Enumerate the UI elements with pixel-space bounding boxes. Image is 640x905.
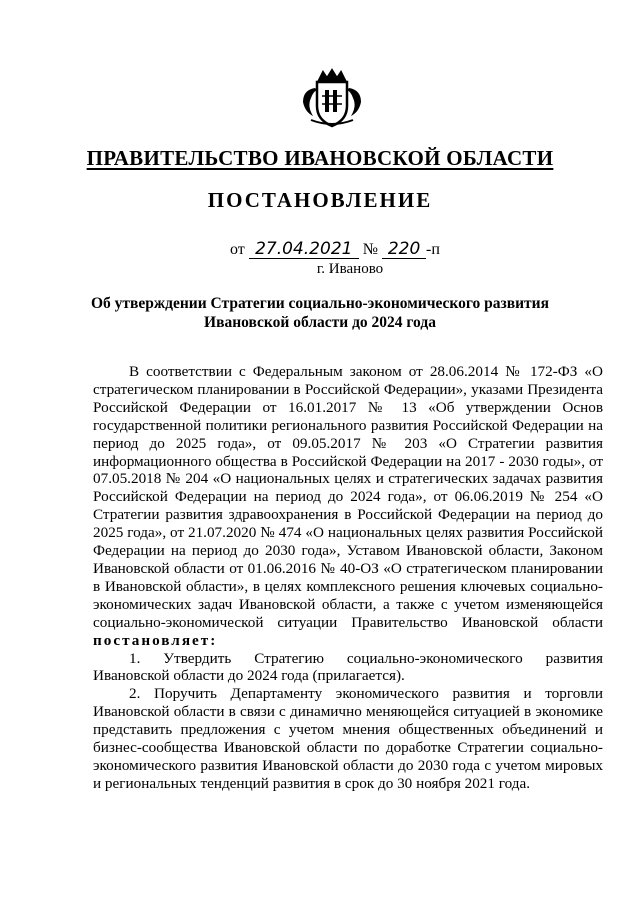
document-subject: [90, 294, 550, 332]
document-body: [93, 363, 603, 793]
item-2: 2. Поручить Департаменту экономического развития и торговли Ивановской области в связи с динамично меняющейся ситуацией в экономике представить предложения с учетом мнения общественных объединений и бизнес-сообщества Ивановской области по доработке Стратегии социально-экономического развития Ивановской области до 2030 года с учетом мировых и региональных тенденций развития в срок до 30 ноября 2021 года.: [93, 685, 603, 792]
dateline: [230, 240, 440, 259]
document-type: ПОСТАНОВЛЕНИЕ: [207, 188, 433, 212]
subject-line-2: Ивановской области до 2024 года: [204, 314, 436, 331]
number-label: №: [362, 241, 379, 258]
preamble-text: В соответствии с Федеральным законом от 28.06.2014 № 172-ФЗ «О стратегическом планировании в Российской Федерации», указами Президента Российской Федерации от 16.01.2017 № 13 «Об утверждении Основ государственной политики регионального развития Российской Федерации на период до 2025 года», от 09.05.2017 № 203 «О Стратегии развития информационного общества в Российской Федерации на 2017 - 2030 годы», от 07.05.2018 № 204 «О национальных целях и стратегических задачах развития Российской Федерации на период до 2024 года», от 06.06.2019 № 254 «О Стратегии развития здравоохранения в Российской Федерации на период до 2025 года», от 21.07.2020 № 474 «О национальных целях развития Российской Федерации на период до 2030 года», Уставом Ивановской области, Законом Ивановской области от 01.06.2016 № 40-ОЗ «О стратегическом планировании в Ивановской области», в целях комплексного решения ключевых социально-экономических задач Ивановской области, а также с учетом изменяющейся социально-экономической ситуации Правительство Ивановской области: [93, 363, 603, 631]
handwritten-date: 27.04.2021: [249, 240, 359, 259]
government-title: ПРАВИТЕЛЬСТВО ИВАНОВСКОЙ ОБЛАСТИ: [86, 146, 554, 170]
resolves-word: постановляет:: [93, 631, 218, 649]
number-suffix: -п: [426, 241, 440, 258]
item-1: 1. Утвердить Стратегию социально-экономического развития Ивановской области до 2024 года (прилагается).: [93, 649, 603, 685]
preamble-paragraph: [93, 363, 603, 650]
subject-line-1: Об утверждении Стратегии социально-экономического развития: [90, 295, 549, 312]
city: г. Иваново: [316, 261, 384, 277]
from-label: от: [230, 241, 245, 258]
handwritten-number: 220: [382, 240, 426, 259]
coat-of-arms-icon: [297, 66, 367, 130]
